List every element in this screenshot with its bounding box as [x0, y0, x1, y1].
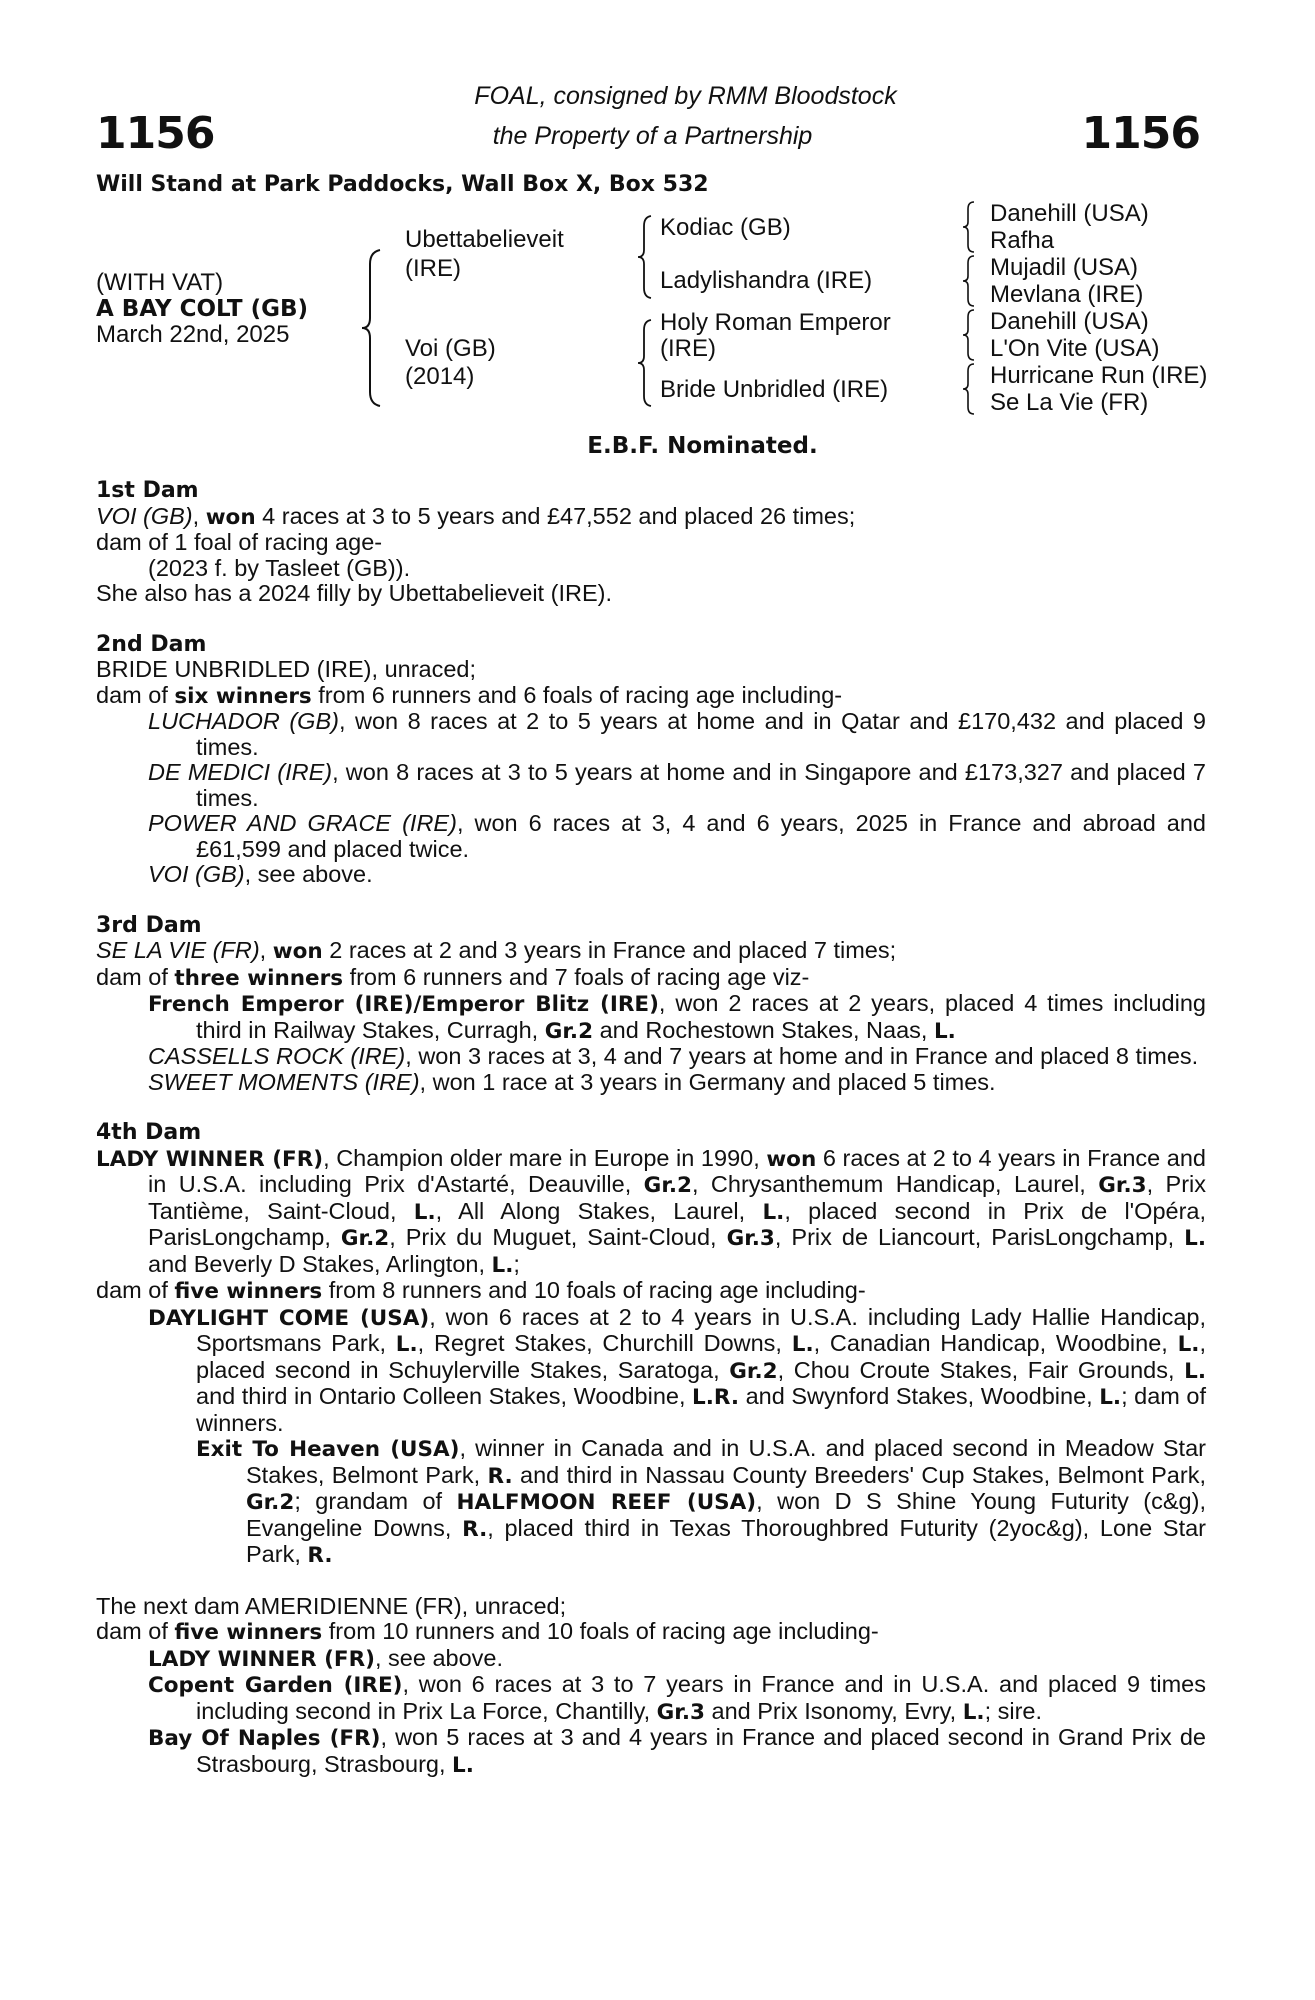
pedigree-brace-g3-3 — [962, 308, 976, 362]
produce-intro: dam of three winners from 6 runners and 7 foals of racing age viz- — [96, 963, 810, 991]
produce-entry: SWEET MOMENTS (IRE), won 1 race at 3 years in Germany and placed 5 times. — [148, 1068, 996, 1095]
lot-number-right: 1156 — [1081, 108, 1200, 159]
produce-entry: (2023 f. by Tasleet (GB)). — [148, 554, 411, 581]
dam-sire-line2: (IRE) — [660, 335, 716, 362]
dam-line1: Voi (GB) — [405, 335, 496, 362]
produce-entry: Bay Of Naples (FR), won 5 races at 3 and 4 years in France and placed second in Grand Prix de Strasbourg, Strasbourg, L. — [148, 1724, 1207, 1778]
horse-name: A BAY COLT (GB) — [96, 296, 309, 322]
dam-line2: (2014) — [405, 363, 475, 390]
produce-entry: Exit To Heaven (USA), winner in Canada and in U.S.A. and placed second in Meadow Star Stakes, Belmont Park, R. and third in Nassau County Breeders' Cup Stakes, Belmont Park, Gr.2; grandam of HALFMOON REEF (USA), won D S Shine Young Futurity (c&g), Evangeline Downs, R., placed third in Texas Thoroughbred Futurity (2yoc&g), Lone Star Park, R. — [196, 1435, 1207, 1568]
catalogue-body — [96, 478, 1206, 1803]
pedigree-brace-g3-1 — [962, 200, 976, 254]
pedigree-brace-sire — [636, 214, 654, 300]
produce-entry: French Emperor (IRE)/Emperor Blitz (IRE), won 2 races at 2 years, placed 4 times including third in Railway Stakes, Curragh, Gr.2 and Rochestown Stakes, Naas, L. — [148, 990, 1206, 1044]
dam-dam: Bride Unbridled (IRE) — [660, 376, 889, 403]
dam-summary: BRIDE UNBRIDLED (IRE), unraced; — [96, 656, 477, 682]
g3-dds: Hurricane Run (IRE) — [990, 362, 1208, 389]
produce-entry: POWER AND GRACE (IRE), won 6 races at 3, 4 and 6 years, 2025 in France and abroad and £61,599 and placed twice. — [148, 810, 1206, 862]
pedigree-brace-g3-4 — [962, 362, 976, 416]
sire-sire: Kodiac (GB) — [660, 214, 791, 241]
g3-ssd: Rafha — [990, 227, 1055, 254]
section-title: 4th Dam — [96, 1120, 202, 1145]
vat-label: (WITH VAT) — [96, 269, 224, 296]
produce-note: She also has a 2024 filly by Ubettabelieveit (IRE). — [96, 580, 612, 606]
produce-intro: dam of six winners from 6 runners and 6 foals of racing age including- — [96, 681, 843, 709]
sire-line2: (IRE) — [405, 255, 461, 282]
next-dam-section — [96, 1594, 1206, 1779]
section-title: 3rd Dam — [96, 912, 202, 938]
g3-dss: Danehill (USA) — [990, 308, 1149, 335]
produce-intro: dam of five winners from 10 runners and 10 foals of racing age including- — [96, 1618, 879, 1645]
produce-entry: LADY WINNER (FR), see above. — [148, 1644, 504, 1672]
produce-entry: Copent Garden (IRE), won 6 races at 3 to 7 years in France and in U.S.A. and placed 9 times including second in Prix La Force, Chantilly, Gr.3 and Prix Isonomy, Evry, L.; sire. — [148, 1671, 1206, 1725]
pedigree-brace-dam — [636, 318, 654, 408]
g3-sss: Danehill (USA) — [990, 200, 1149, 227]
g3-ddd: Se La Vie (FR) — [990, 389, 1149, 416]
section-title: 1st Dam — [96, 478, 199, 503]
property-line: the Property of a Partnership — [492, 122, 813, 150]
produce-entry: VOI (GB), see above. — [148, 861, 373, 887]
produce-entry: LUCHADOR (GB), won 8 races at 2 to 5 years at home and in Qatar and £170,432 and placed 9 times. — [148, 708, 1207, 760]
pedigree-brace-g3-2 — [962, 254, 976, 308]
pedigree-brace-main — [360, 248, 384, 408]
first-dam-section — [96, 478, 1206, 607]
lot-number-left: 1156 — [96, 108, 215, 159]
foaling-date: March 22nd, 2025 — [96, 321, 290, 348]
dam-summary: SE LA VIE (FR), won 2 races at 2 and 3 years in France and placed 7 times; — [96, 937, 897, 964]
ebf-nomination: E.B.F. Nominated. — [587, 433, 818, 459]
produce-intro: dam of 1 foal of racing age- — [96, 529, 383, 555]
dam-sire-line1: Holy Roman Emperor — [660, 309, 891, 336]
dam-summary: The next dam AMERIDIENNE (FR), unraced; — [96, 1592, 567, 1619]
g3-sds: Mujadil (USA) — [990, 254, 1139, 281]
consignor-line: FOAL, consigned by RMM Bloodstock — [474, 82, 897, 110]
sire-dam: Ladylishandra (IRE) — [660, 267, 873, 294]
section-title: 2nd Dam — [96, 631, 207, 657]
fourth-dam-section — [96, 1120, 1206, 1569]
g3-dsd: L'On Vite (USA) — [990, 335, 1160, 362]
g3-sdd: Mevlana (IRE) — [990, 281, 1144, 308]
produce-intro: dam of five winners from 8 runners and 10 foals of racing age including- — [96, 1277, 866, 1304]
second-dam-section — [96, 632, 1206, 888]
stand-location: Will Stand at Park Paddocks, Wall Box X, Box 532 — [96, 172, 709, 197]
produce-entry: CASSELLS ROCK (IRE), won 3 races at 3, 4 and 7 years at home and in France and placed 8 times. — [148, 1043, 1199, 1069]
dam-summary: LADY WINNER (FR), Champion older mare in Europe in 1990, won 6 races at 2 to 4 years in France and in U.S.A. including Prix d'Astarté, Deauville, Gr.2, Chrysanthemum Handicap, Laurel, Gr.3, Prix Tantième, Saint-Cloud, L., All Along Stakes, Laurel, L., placed second in Prix de l'Opéra, ParisLongchamp, Gr.2, Prix du Muguet, Saint-Cloud, Gr.3, Prix de Liancourt, ParisLongchamp, L. and Beverly D Stakes, Arlington, L.; — [96, 1144, 1207, 1278]
produce-entry: DAYLIGHT COME (USA), won 6 races at 2 to 4 years in U.S.A. including Lady Hallie Handicap, Sportsmans Park, L., Regret Stakes, Churchill Downs, L., Canadian Handicap, Woodbine, L., placed second in Schuylerville Stakes, Saratoga, Gr.2, Chou Croute Stakes, Fair Grounds, L. and third in Ontario Colleen Stakes, Woodbine, L.R. and Swynford Stakes, Woodbine, L.; dam of winners. — [148, 1303, 1207, 1436]
third-dam-section — [96, 913, 1206, 1096]
produce-entry: DE MEDICI (IRE), won 8 races at 3 to 5 years at home and in Singapore and £173,327 and placed 7 times. — [148, 759, 1206, 811]
dam-summary: VOI (GB), won 4 races at 3 to 5 years and £47,552 and placed 26 times; — [96, 502, 856, 530]
sire-line1: Ubettabelieveit — [405, 226, 564, 253]
